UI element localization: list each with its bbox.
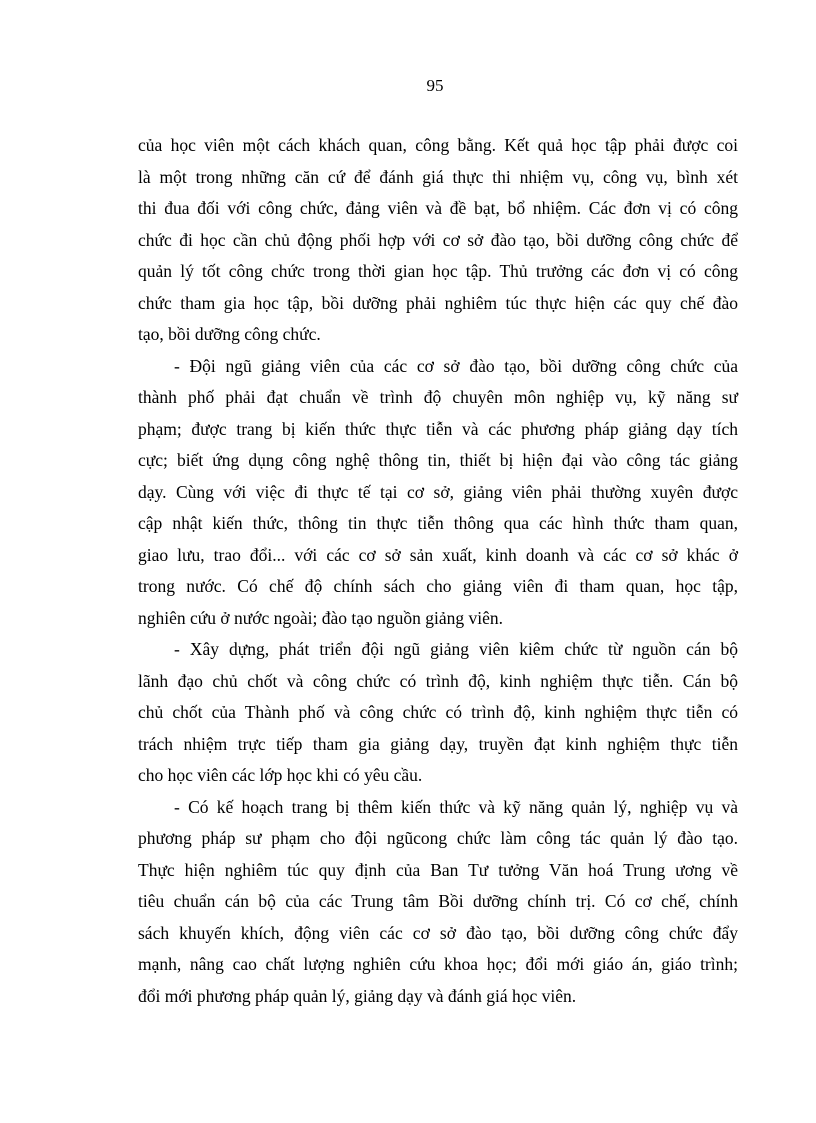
paragraph-part-time-lecturers [138, 634, 738, 792]
text-line: chức đi học cần chủ động phối hợp với cơ sở đào tạo, bồi dưỡng công chức để [138, 229, 738, 250]
document-body [138, 130, 738, 1012]
text-line: cho học viên các lớp học khi có yêu cầu. [138, 765, 423, 785]
text-line: mạnh, nâng cao chất lượng nghiên cứu khoa học; đổi mới giáo án, giáo trình; [138, 954, 738, 974]
paragraph-continuation [138, 130, 738, 351]
page-number: 95 [426, 76, 444, 95]
text-line: cập nhật kiến thức, thông tin thực tiễn thông qua các hình thức tham quan, [138, 513, 738, 533]
text-line: đổi mới phương pháp quản lý, giảng dạy và đánh giá học viên. [138, 985, 577, 1006]
text-line: chức tham gia học tập, bồi dưỡng phải nghiêm túc thực hiện các quy chế đào [138, 292, 738, 313]
text-line: của học viên một cách khách quan, công bằng. Kết quả học tập phải được coi [138, 135, 738, 155]
text-line: Thực hiện nghiêm túc quy định của Ban Tư tưởng Văn hoá Trung ương về [138, 859, 738, 880]
text-line: trong nước. Có chế độ chính sách cho giảng viên đi tham quan, học tập, [138, 576, 738, 596]
text-line: tạo, bồi dưỡng công chức. [138, 324, 321, 344]
text-line: là một trong những căn cứ để đánh giá thực thi nhiệm vụ, công vụ, bình xét [138, 166, 738, 187]
text-line: chủ chốt của Thành phố và công chức có trình độ, kinh nghiệm thực tiễn có [138, 702, 738, 722]
text-line: phạm; được trang bị kiến thức thực tiễn và các phương pháp giảng dạy tích [138, 418, 738, 439]
text-line: quản lý tốt công chức trong thời gian học tập. Thủ trưởng các đơn vị có công [138, 261, 738, 281]
paragraph-lecturers [138, 351, 738, 635]
text-line: phương pháp sư phạm cho đội ngũcong chức làm công tác quản lý đào tạo. [138, 828, 738, 848]
text-line: - Có kế hoạch trang bị thêm kiến thức và kỹ năng quản lý, nghiệp vụ và [174, 796, 738, 817]
text-line: thi đua đối với công chức, đảng viên và đề bạt, bổ nhiệm. Các đơn vị có công [138, 198, 738, 218]
text-line: trách nhiệm trực tiếp tham gia giảng dạy, truyền đạt kinh nghiệm thực tiễn [138, 733, 738, 754]
text-line: nghiên cứu ở nước ngoài; đào tạo nguồn giảng viên. [138, 607, 504, 628]
text-line: cực; biết ứng dụng công nghệ thông tin, thiết bị hiện đại vào công tác giảng [138, 450, 738, 470]
text-line: dạy. Cùng với việc đi thực tế tại cơ sở, giảng viên phải thường xuyên được [138, 481, 738, 502]
text-line: - Xây dựng, phát triển đội ngũ giảng viên kiêm chức từ nguồn cán bộ [174, 639, 738, 659]
text-line: thành phố phải đạt chuẩn về trình độ chuyên môn nghiệp vụ, kỹ năng sư [138, 387, 738, 407]
text-line: tiêu chuẩn cán bộ của các Trung tâm Bồi dưỡng chính trị. Có cơ chế, chính [138, 891, 738, 911]
paragraph-management-training [138, 792, 738, 1013]
text-line: sách khuyến khích, động viên các cơ sở đào tạo, bồi dưỡng công chức đẩy [138, 922, 738, 943]
text-line: - Đội ngũ giảng viên của các cơ sở đào tạo, bồi dưỡng công chức của [174, 355, 738, 376]
text-line: lãnh đạo chủ chốt và công chức có trình độ, kinh nghiệm thực tiễn. Cán bộ [138, 670, 738, 691]
text-line: giao lưu, trao đổi... với các cơ sở sản xuất, kinh doanh và các cơ sở khác ở [138, 544, 738, 565]
